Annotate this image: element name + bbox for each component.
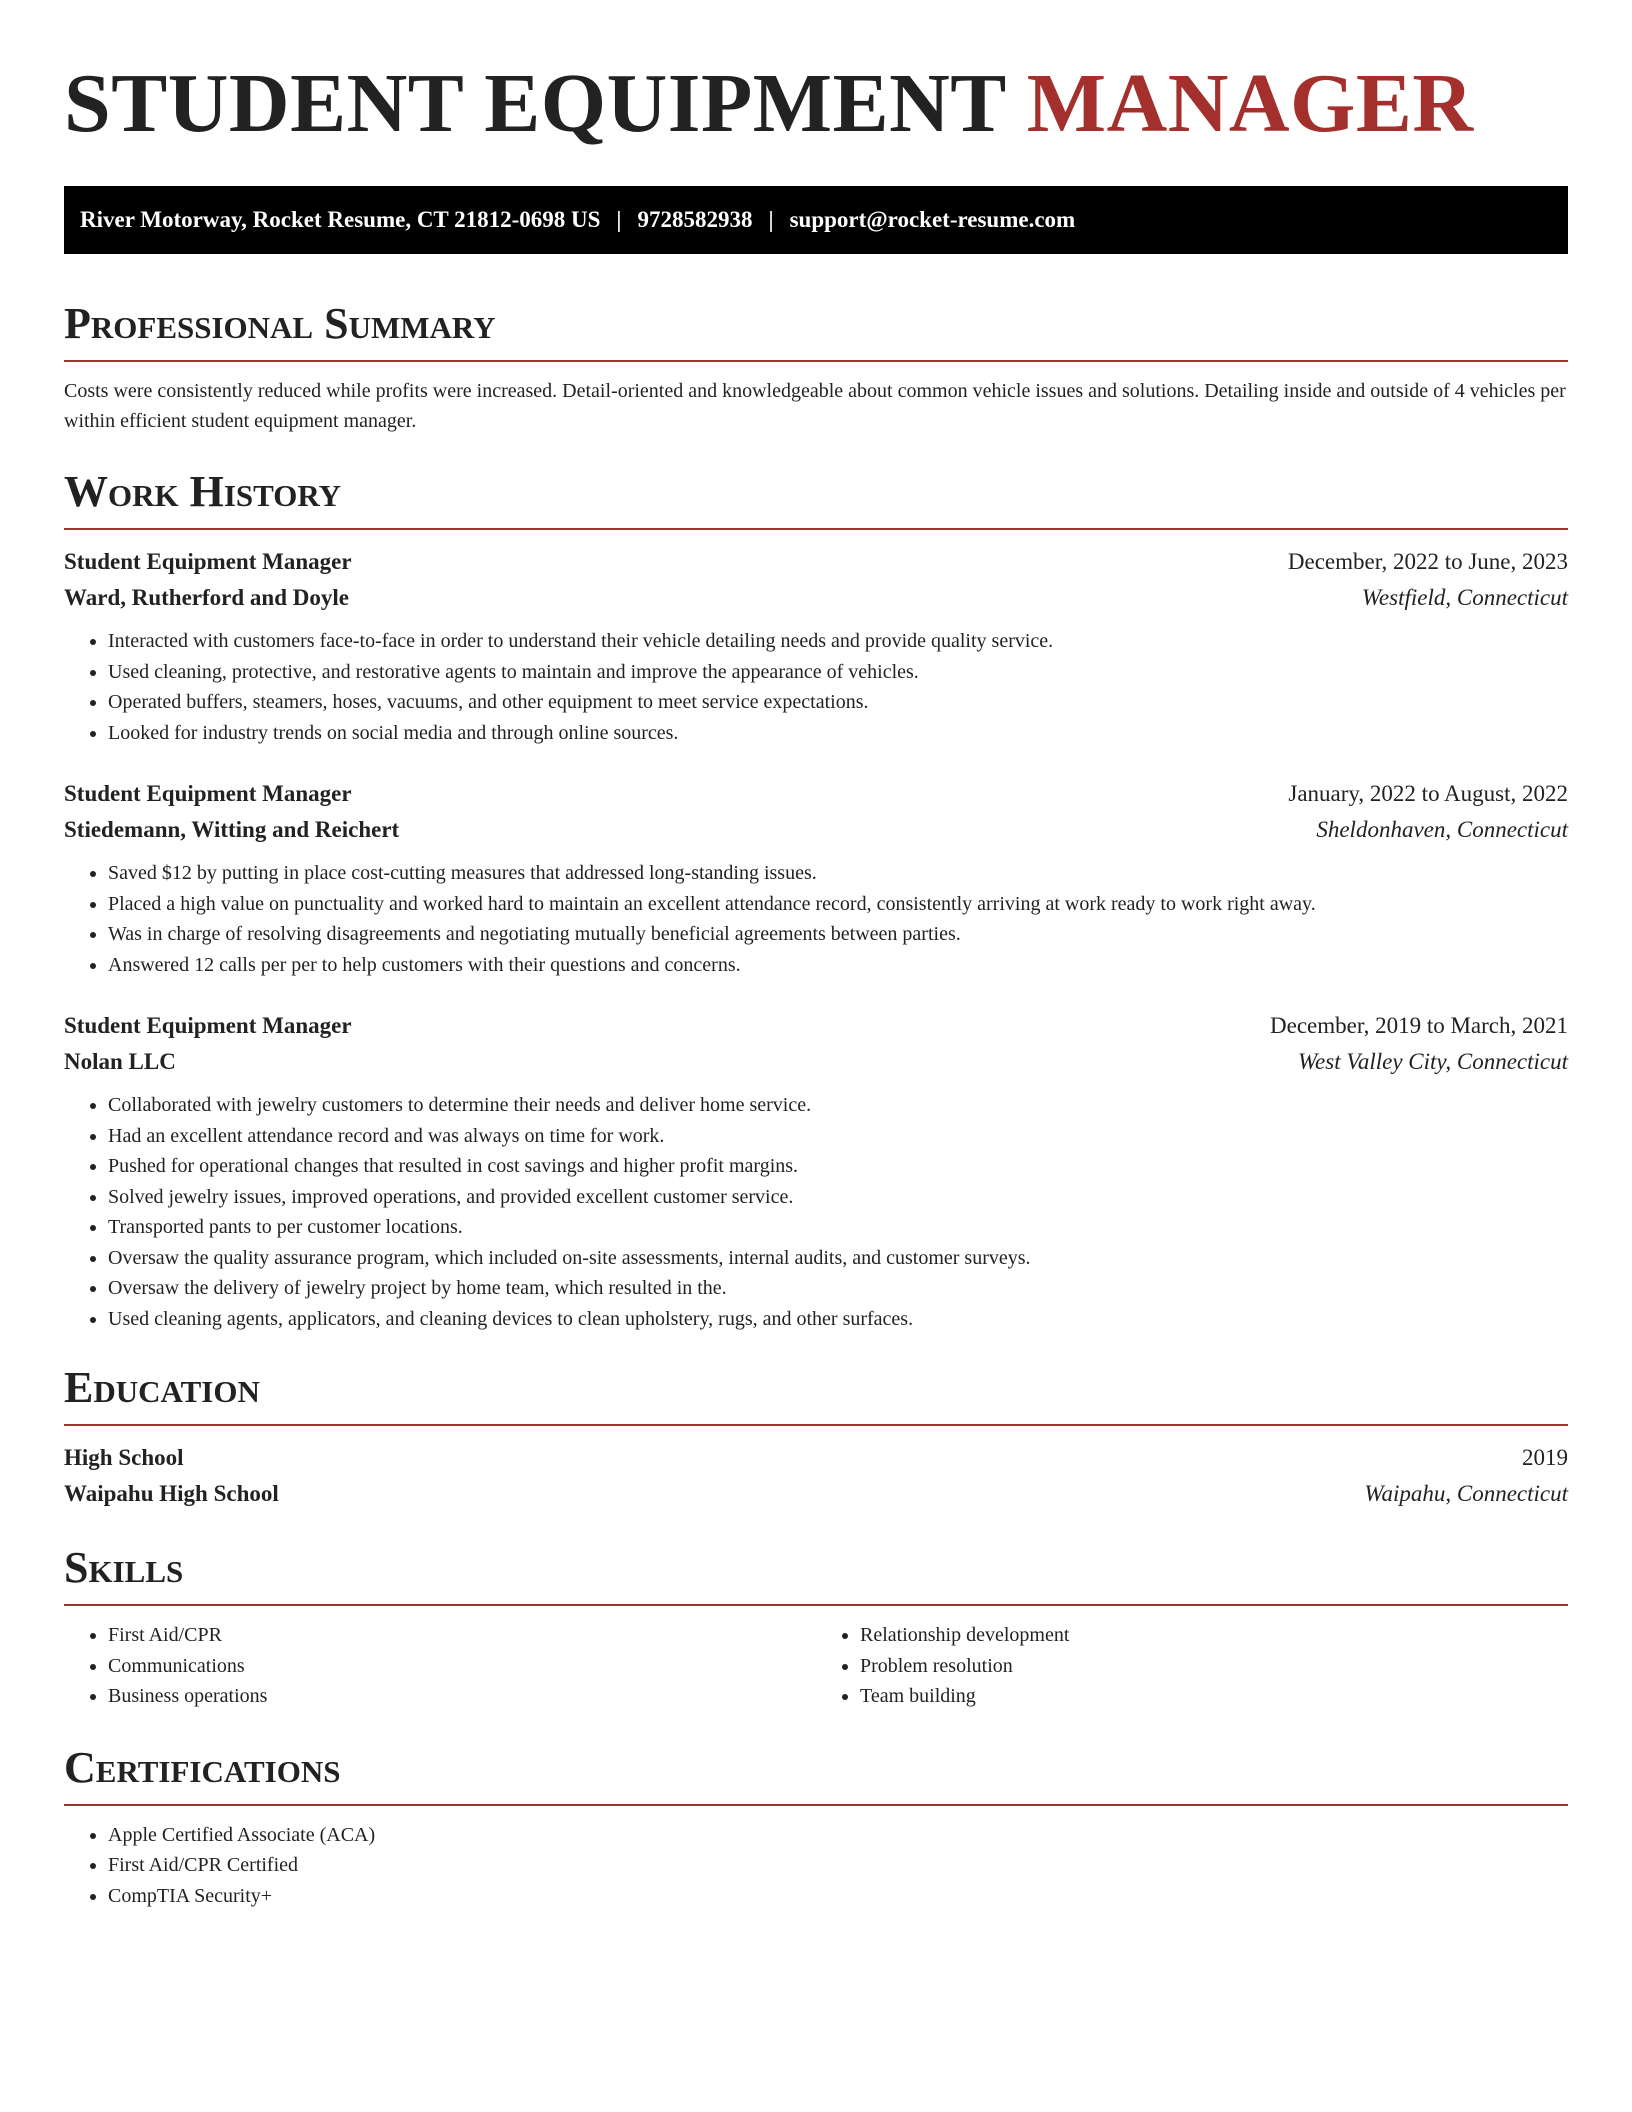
education-year: 2019	[1522, 1445, 1568, 1470]
job-dates: December, 2022 to June, 2023	[1287, 549, 1568, 574]
job-dates: January, 2022 to August, 2022	[1288, 781, 1568, 806]
list-item: • Transported pants to per customer locations.	[108, 1212, 1568, 1243]
skills-section	[64, 1542, 1568, 1712]
contact-separator: |	[768, 207, 774, 232]
job-entry	[64, 1008, 1568, 1334]
job-entry	[64, 544, 1568, 748]
list-item: • Operated buffers, steamers, hoses, vacuums, and other equipment to meet service expectations.	[108, 687, 1568, 718]
job-bullets	[64, 1090, 1568, 1334]
job-location: Westfield, Connecticut	[1361, 585, 1568, 610]
list-item: • Interacted with customers face-to-face in order to understand their vehicle detailing needs and provide quality service.	[108, 626, 1568, 657]
job-header	[64, 776, 1568, 812]
list-item: • Used cleaning, protective, and restorative agents to maintain and improve the appearance of vehicles.	[108, 657, 1568, 688]
job-role: Student Equipment Manager	[64, 549, 352, 574]
list-item: • Solved jewelry issues, improved operations, and provided excellent customer service.	[108, 1182, 1568, 1213]
section-divider	[64, 360, 1568, 362]
list-item: • Placed a high value on punctuality and worked hard to maintain an excellent attendance record, consistently arriving at work ready to work right away.	[108, 889, 1568, 920]
list-item: • Team building	[860, 1681, 1568, 1712]
education-school: Waipahu High School	[64, 1481, 279, 1506]
education-location: Waipahu, Connecticut	[1364, 1481, 1568, 1506]
list-item: • Oversaw the delivery of jewelry project by home team, which resulted in the.	[108, 1273, 1568, 1304]
list-item: • First Aid/CPR	[108, 1620, 816, 1651]
job-entry	[64, 776, 1568, 980]
work-history-section	[64, 466, 1568, 1334]
certifications-section	[64, 1742, 1568, 1912]
list-item: • Saved $12 by putting in place cost-cutting measures that addressed long-standing issues.	[108, 858, 1568, 889]
education-subheader	[64, 1476, 1568, 1512]
list-item: • Apple Certified Associate (ACA)	[108, 1820, 1568, 1851]
certifications-list	[64, 1820, 1568, 1912]
section-title: Work History	[64, 467, 342, 516]
list-item: • Answered 12 calls per per to help customers with their questions and concerns.	[108, 950, 1568, 981]
resume-title	[64, 56, 1568, 152]
summary-text: Costs were consistently reduced while profits were increased. Detail-oriented and knowledgeable about common vehicle issues and solutions. Detailing inside and outside of 4 vehicles per within efficient student equipment manager.	[64, 380, 1566, 432]
summary-section	[64, 298, 1568, 436]
name-main: STUDENT EQUIPMENT	[64, 57, 1006, 150]
job-company: Ward, Rutherford and Doyle	[64, 585, 349, 610]
job-bullets	[64, 858, 1568, 980]
job-role: Student Equipment Manager	[64, 781, 352, 806]
job-role: Student Equipment Manager	[64, 1013, 352, 1038]
contact-separator: |	[616, 207, 622, 232]
job-company: Nolan LLC	[64, 1049, 176, 1074]
section-title: Certifications	[64, 1742, 341, 1792]
job-company: Stiedemann, Witting and Reichert	[64, 817, 400, 842]
job-location: West Valley City, Connecticut	[1298, 1049, 1568, 1074]
skills-columns	[64, 1620, 1568, 1712]
job-dates: December, 2019 to March, 2021	[1270, 1013, 1568, 1038]
job-location: Sheldonhaven, Connecticut	[1316, 817, 1568, 842]
list-item: • Communications	[108, 1651, 816, 1682]
section-divider	[64, 1424, 1568, 1426]
job-subheader	[64, 580, 1568, 616]
list-item: • Was in charge of resolving disagreements and negotiating mutually beneficial agreements between parties.	[108, 919, 1568, 950]
list-item: • First Aid/CPR Certified	[108, 1850, 1568, 1881]
name-accent: MANAGER	[1026, 57, 1474, 150]
section-divider	[64, 528, 1568, 530]
section-divider	[64, 1604, 1568, 1606]
job-subheader	[64, 1044, 1568, 1080]
list-item: • Collaborated with jewelry customers to determine their needs and deliver home service.	[108, 1090, 1568, 1121]
job-header	[64, 1008, 1568, 1044]
section-title: Skills	[64, 1543, 184, 1592]
job-subheader	[64, 812, 1568, 848]
section-title: Education	[64, 1363, 260, 1412]
list-item: • Relationship development	[860, 1620, 1568, 1651]
education-degree: High School	[64, 1445, 184, 1470]
list-item: • Business operations	[108, 1681, 816, 1712]
education-header	[64, 1440, 1568, 1476]
list-item: • CompTIA Security+	[108, 1881, 1568, 1912]
list-item: • Problem resolution	[860, 1651, 1568, 1682]
contact-bar	[64, 186, 1568, 254]
contact-phone[interactable]: 9728582938	[637, 207, 753, 232]
job-header	[64, 544, 1568, 580]
list-item: • Looked for industry trends on social media and through online sources.	[108, 718, 1568, 749]
contact-address: River Motorway, Rocket Resume, CT 21812-0698 US	[80, 207, 601, 232]
section-divider	[64, 1804, 1568, 1806]
skills-list-left	[64, 1620, 816, 1712]
contact-email[interactable]: support@rocket-resume.com	[789, 207, 1076, 232]
list-item: • Oversaw the quality assurance program, which included on-site assessments, internal audits, and customer surveys.	[108, 1243, 1568, 1274]
list-item: • Had an excellent attendance record and was always on time for work.	[108, 1121, 1568, 1152]
skills-list-right	[816, 1620, 1568, 1712]
list-item: • Pushed for operational changes that resulted in cost savings and higher profit margins.	[108, 1151, 1568, 1182]
education-section	[64, 1362, 1568, 1512]
job-bullets	[64, 626, 1568, 748]
list-item: • Used cleaning agents, applicators, and cleaning devices to clean upholstery, rugs, and other surfaces.	[108, 1304, 1568, 1335]
section-title: Professional Summary	[64, 299, 496, 348]
